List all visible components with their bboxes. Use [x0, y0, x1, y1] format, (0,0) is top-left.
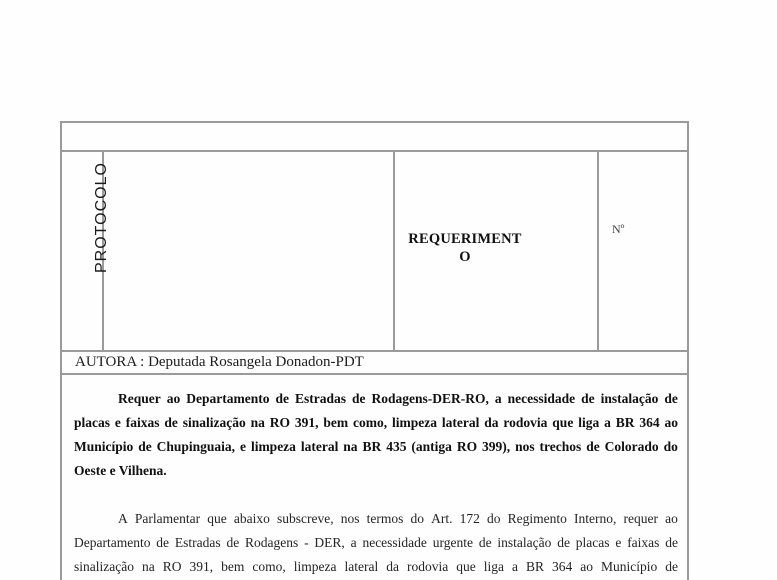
empty-header-row: [62, 123, 687, 152]
paragraph-line: Departamento de Estradas de Rodagens - DER, a necessidade urgente de instalação de placas e faixas de: [74, 535, 678, 550]
document-body: [62, 375, 687, 579]
author-label: AUTORA : Deputada Rosangela Donadon-PDT: [75, 354, 364, 370]
paragraph-line: placas e faixas de sinalização na RO 391, bem como, limpeza lateral da rodovia que liga a BR 364 ao: [74, 415, 678, 430]
author-row: [62, 352, 687, 375]
paragraph-line: Município de Chupinguaia, e limpeza lateral na BR 435 (antiga RO 399), nos trechos de Colorado do: [74, 439, 678, 454]
document-type-title-line1: REQUERIMENT: [408, 231, 522, 247]
protocolo-label: PROTOCOLO: [93, 162, 110, 273]
paragraph-spacer: [74, 483, 678, 507]
number-cell: [599, 152, 687, 350]
number-label: Nº: [612, 222, 625, 236]
stamp-row: [62, 152, 687, 352]
paragraph-line: Oeste e Vilhena.: [74, 463, 167, 478]
paragraph-line: sinalização na RO 391, bem como, limpeza lateral da rodovia que liga a BR 364 ao Município de: [74, 559, 678, 574]
paragraph-line: Requer ao Departamento de Estradas de Rodagens-DER-RO, a necessidade de instalação de: [118, 391, 678, 406]
protocol-table: [60, 121, 689, 580]
protocolo-cell: [62, 152, 395, 350]
request-detail-paragraph: [74, 507, 678, 579]
request-summary-paragraph: [74, 387, 678, 483]
requerimento-cell: [395, 152, 599, 350]
paragraph-line: A Parlamentar que abaixo subscreve, nos termos do Art. 172 do Regimento Interno, requer ao: [118, 511, 678, 526]
document-type-title: [401, 230, 529, 266]
document-type-title-line2: O: [459, 249, 471, 265]
